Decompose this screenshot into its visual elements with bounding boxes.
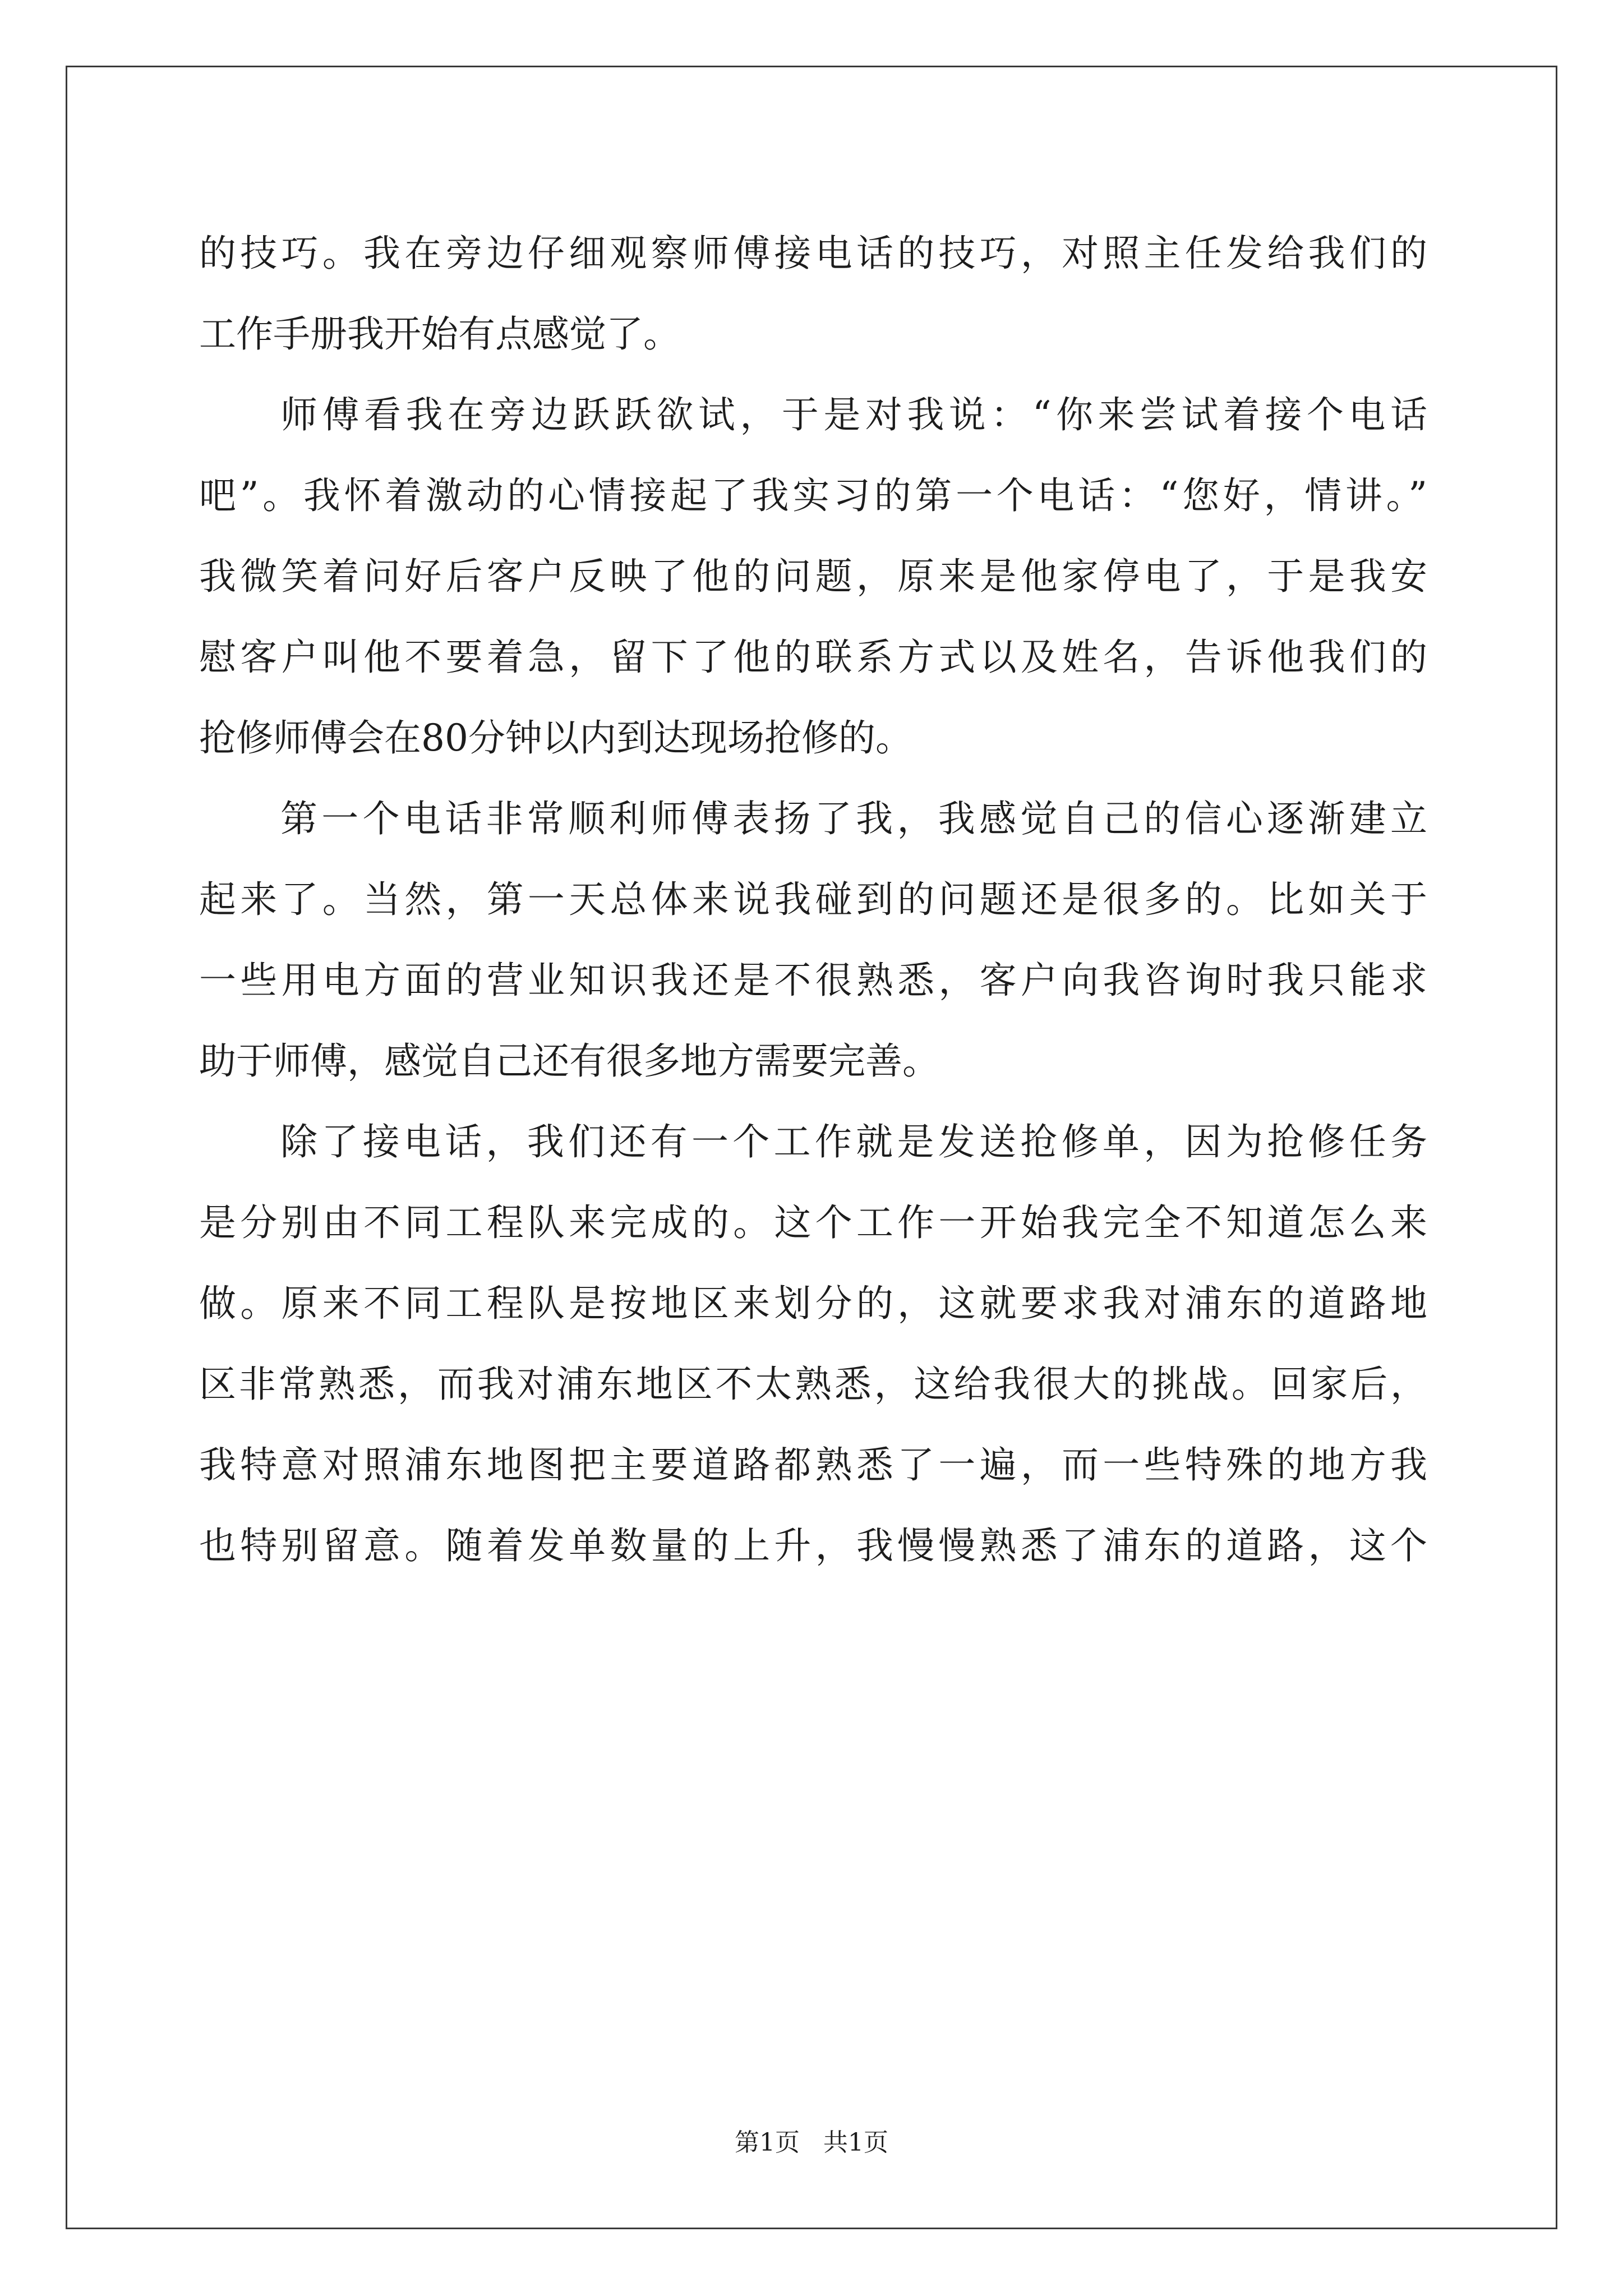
paragraph <box>199 779 1427 1102</box>
paragraph <box>199 213 1427 375</box>
text-line: 做。原来不同工程队是按地区来划分的，这就要求我对浦东的道路地 <box>199 1282 1427 1325</box>
text-line: 慰客户叫他不要着急，留下了他的联系方式以及姓名，告诉他我们的 <box>199 636 1427 679</box>
paragraph <box>199 375 1427 779</box>
text-line: 我微笑着问好后客户反映了他的问题，原来是他家停电了，于是我安 <box>199 555 1427 598</box>
text-line: 抢修师傅会在80分钟以内到达现场抢修的。 <box>199 716 912 760</box>
text-line: 除了接电话，我们还有一个工作就是发送抢修单，因为抢修任务 <box>280 1120 1427 1163</box>
text-line: 起来了。当然，第一天总体来说我碰到的问题还是很多的。比如关于 <box>199 878 1427 921</box>
paragraph <box>199 1102 1427 1586</box>
text-line: 的技巧。我在旁边仔细观察师傅接电话的技巧，对照主任发给我们的 <box>199 232 1427 275</box>
text-line: 工作手册我开始有点感觉了。 <box>199 312 680 356</box>
text-line: 区非常熟悉，而我对浦东地区不太熟悉，这给我很大的挑战。回家后， <box>199 1363 1427 1406</box>
text-line: 一些用电方面的营业知识我还是不很熟悉，客户向我咨询时我只能求 <box>199 959 1427 1002</box>
text-line: 也特别留意。随着发单数量的上升，我慢慢熟悉了浦东的道路，这个 <box>199 1524 1427 1567</box>
page-number-footer: 第1页 共1页 <box>735 2128 888 2157</box>
text-line: 第一个电话非常顺利师傅表扬了我，我感觉自己的信心逐渐建立 <box>280 797 1427 840</box>
document-body <box>199 213 1427 1586</box>
text-line: 吧”。我怀着激动的心情接起了我实习的第一个电话：“您好，情讲。” <box>199 474 1427 517</box>
text-line: 师傅看我在旁边跃跃欲试，于是对我说：“你来尝试着接个电话 <box>280 393 1427 436</box>
text-line: 助于师傅，感觉自己还有很多地方需要完善。 <box>199 1039 939 1083</box>
text-line: 是分别由不同工程队来完成的。这个工作一开始我完全不知道怎么来 <box>199 1201 1427 1244</box>
text-line: 我特意对照浦东地图把主要道路都熟悉了一遍，而一些特殊的地方我 <box>199 1443 1427 1487</box>
